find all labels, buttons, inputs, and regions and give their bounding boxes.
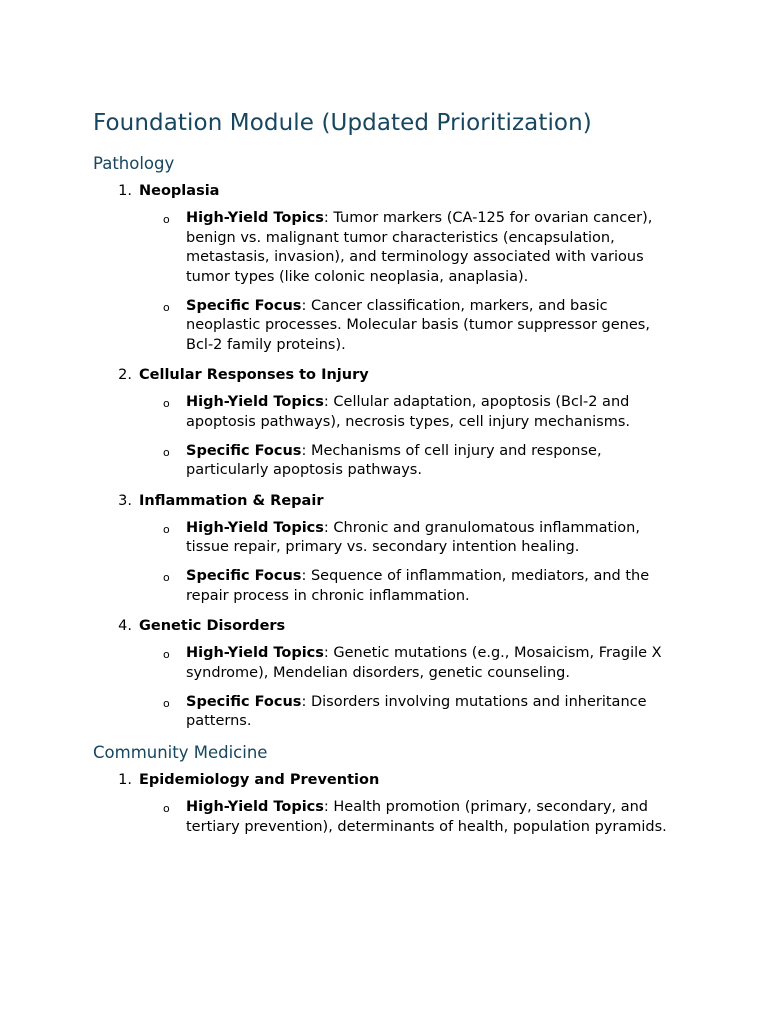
bullet-item (163, 519, 693, 558)
hollow-circle-bullet-icon: o (163, 571, 170, 585)
document-title: Foundation Module (Updated Prioritization) (93, 110, 592, 136)
bullet-item (163, 693, 693, 732)
topic-name: Epidemiology and Prevention (139, 772, 380, 789)
bullet-body (186, 519, 676, 558)
hollow-circle-bullet-icon: o (163, 802, 170, 816)
section-heading: Community Medicine (93, 743, 268, 763)
topic-list (93, 181, 693, 732)
bullet-body (186, 567, 676, 606)
bullet-list (93, 393, 693, 481)
bullet-text: : Sequence of inflammation, mediators, and the repair process in chronic inflammation. (186, 568, 650, 604)
bullet-body (186, 442, 676, 481)
topic-list (93, 770, 693, 837)
hollow-circle-bullet-icon: o (163, 522, 170, 536)
bullet-item (163, 393, 693, 432)
bullet-label: High-Yield Topics (186, 519, 324, 536)
topic-item (93, 616, 693, 732)
topic-number: 3. (118, 492, 132, 509)
bullet-body (186, 209, 676, 287)
topic-number: 2. (118, 367, 132, 384)
document-page (93, 106, 693, 847)
bullet-text: : Disorders involving mutations and inheritance patterns. (186, 693, 647, 730)
bullet-label: High-Yield Topics (186, 799, 324, 816)
bullet-body (186, 297, 676, 356)
topic-header (93, 616, 693, 636)
topic-header (93, 770, 693, 790)
topic-number: 4. (118, 617, 132, 634)
topic-item (93, 365, 693, 481)
topic-name: Neoplasia (139, 183, 220, 199)
bullet-label: High-Yield Topics (186, 210, 324, 226)
topic-item (93, 491, 693, 607)
hollow-circle-bullet-icon: o (163, 213, 170, 226)
topic-item (93, 770, 693, 837)
bullet-text: : Cellular adaptation, apoptosis (Bcl-2 and apoptosis pathways), necrosis types, cell injury mechanisms. (186, 394, 630, 430)
section-community-medicine (93, 741, 693, 837)
bullet-label: Specific Focus (186, 442, 302, 459)
section-heading: Pathology (93, 154, 175, 173)
bullet-item (163, 567, 693, 606)
bullet-list (93, 644, 693, 732)
bullet-text: : Health promotion (primary, secondary, and tertiary prevention), determinants of health, population pyramids. (186, 799, 667, 835)
topic-header (93, 181, 693, 201)
topic-name: Genetic Disorders (139, 617, 286, 634)
hollow-circle-bullet-icon: o (163, 300, 170, 314)
hollow-circle-bullet-icon: o (163, 445, 170, 459)
bullet-item (163, 209, 693, 287)
topic-header (93, 365, 693, 385)
bullet-list (93, 798, 693, 837)
topic-number: 1. (118, 183, 132, 199)
bullet-body (186, 393, 676, 432)
hollow-circle-bullet-icon: o (163, 696, 170, 710)
topic-name: Cellular Responses to Injury (139, 367, 369, 384)
bullet-label: Specific Focus (186, 297, 302, 314)
bullet-label: Specific Focus (186, 568, 302, 585)
bullet-text: : Chronic and granulomatous inflammation, tissue repair, primary vs. secondary intention healing. (186, 519, 640, 556)
bullet-list (93, 209, 693, 356)
hollow-circle-bullet-icon: o (163, 647, 170, 661)
bullet-item (163, 297, 693, 356)
bullet-body (186, 644, 676, 683)
section-pathology (93, 152, 693, 732)
bullet-item (163, 442, 693, 481)
topic-item (93, 181, 693, 356)
bullet-label: High-Yield Topics (186, 394, 324, 411)
topic-number: 1. (118, 772, 132, 789)
bullet-item (163, 798, 693, 837)
bullet-text: : Cancer classification, markers, and basic neoplastic processes. Molecular basis (tumor suppressor genes, Bcl-2 family proteins). (186, 297, 650, 354)
bullet-body (186, 693, 676, 732)
topic-name: Inflammation & Repair (139, 492, 324, 509)
topic-header (93, 491, 693, 511)
bullet-text: : Genetic mutations (e.g., Mosaicism, Fragile X syndrome), Mendelian disorders, genetic counseling. (186, 644, 662, 681)
bullet-text: : Tumor markers (CA-125 for ovarian cancer), benign vs. malignant tumor characteristics (encapsulation, metastasis, invasion), and terminology associated with various tumor types (like colonic neoplasia, anaplasia). (186, 210, 653, 285)
bullet-item (163, 644, 693, 683)
bullet-label: High-Yield Topics (186, 644, 324, 661)
bullet-label: Specific Focus (186, 693, 302, 710)
bullet-body (186, 798, 676, 837)
bullet-text: : Mechanisms of cell injury and response, particularly apoptosis pathways. (186, 442, 602, 479)
hollow-circle-bullet-icon: o (163, 397, 170, 411)
bullet-list (93, 519, 693, 607)
